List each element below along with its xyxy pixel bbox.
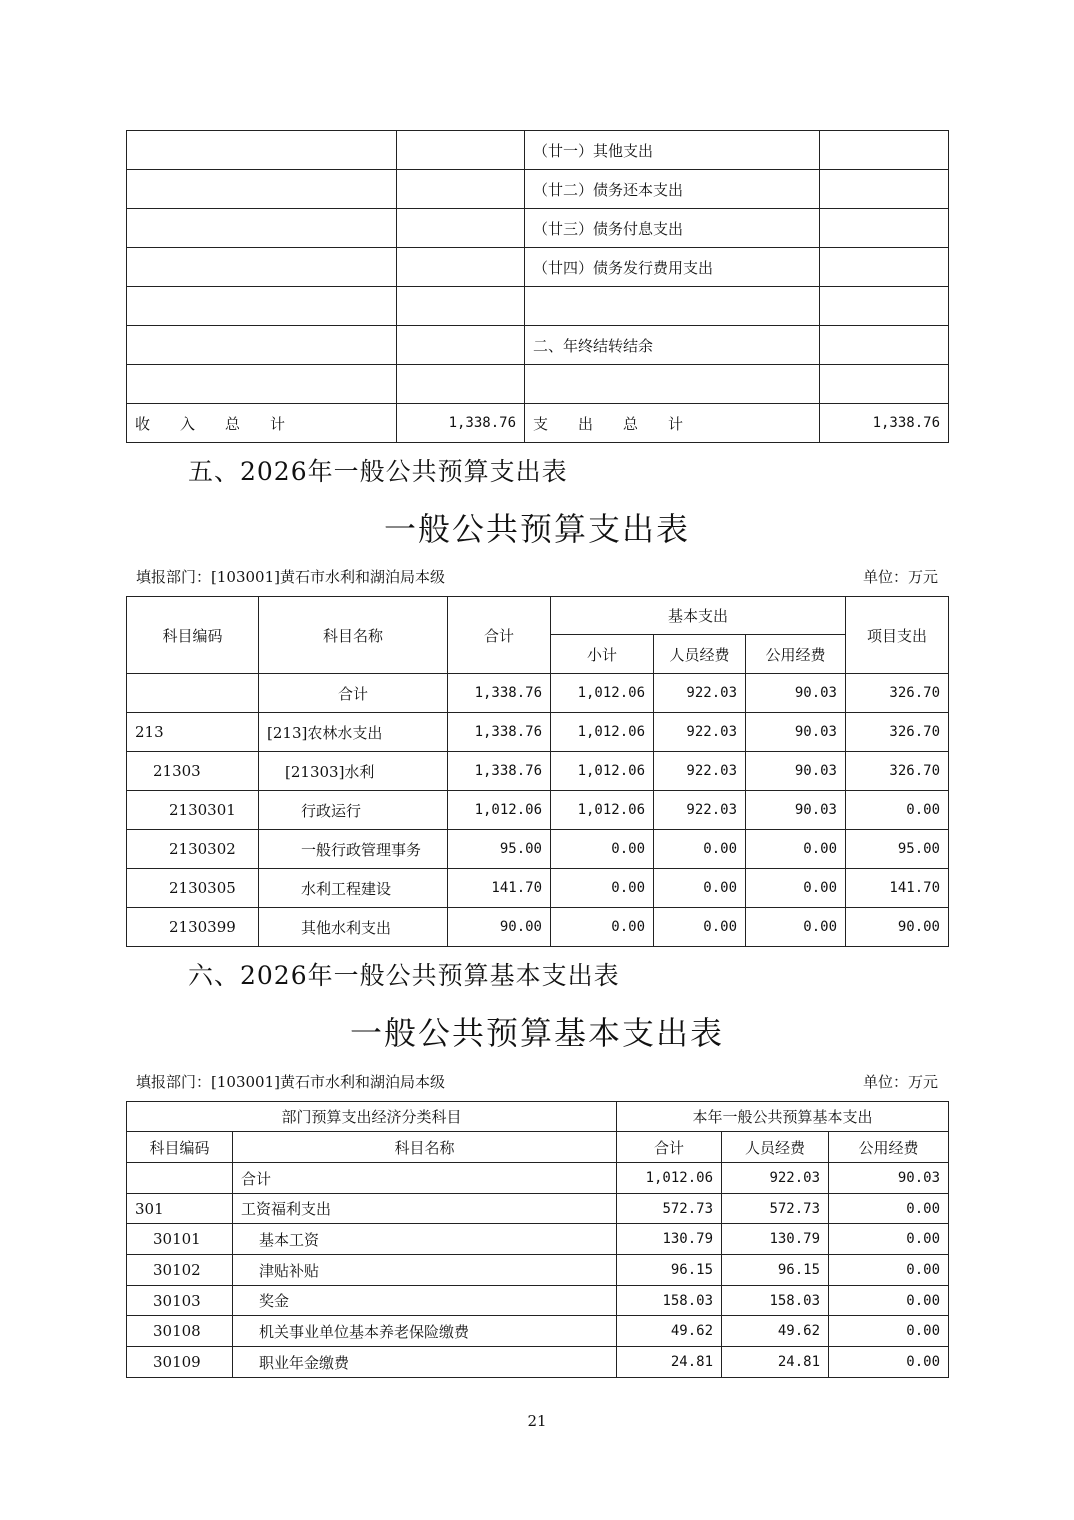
header-personnel: 人员经费 xyxy=(654,635,746,674)
expense-item-cell: （廿三）债务付息支出 xyxy=(525,209,820,248)
income-expense-table-tail xyxy=(126,130,949,443)
personnel-cell: 572.73 xyxy=(722,1194,829,1224)
header-code: 科目编码 xyxy=(127,597,259,674)
code-cell: 301 xyxy=(127,1194,233,1224)
header-row xyxy=(127,1132,949,1163)
basic-expenditure-table xyxy=(126,1101,949,1378)
total-row xyxy=(127,404,949,443)
total-cell: 130.79 xyxy=(617,1224,722,1255)
subtotal-cell: 1,012.06 xyxy=(551,674,654,713)
income-item-cell xyxy=(127,170,397,209)
table-row xyxy=(127,287,949,326)
section6-heading: 六、2026年一般公共预算基本支出表 xyxy=(188,961,620,990)
expense-value-cell xyxy=(820,209,949,248)
expense-item-cell: 二、年终结转结余 xyxy=(525,326,820,365)
table-row xyxy=(127,791,949,830)
header-group-left: 部门预算支出经济分类科目 xyxy=(127,1102,617,1132)
income-item-cell xyxy=(127,365,397,404)
code-cell xyxy=(127,674,259,713)
table-row xyxy=(127,1194,949,1224)
public-cell: 90.03 xyxy=(829,1163,949,1194)
income-value-cell xyxy=(397,170,525,209)
expense-item-cell xyxy=(525,365,820,404)
header-row xyxy=(127,1102,949,1132)
name-cell: 行政运行 xyxy=(259,791,448,830)
income-total-value: 1,338.76 xyxy=(397,404,525,443)
table-row xyxy=(127,248,949,287)
subtotal-cell: 1,012.06 xyxy=(551,752,654,791)
income-value-cell xyxy=(397,365,525,404)
table-row xyxy=(127,365,949,404)
name-cell: 其他水利支出 xyxy=(259,908,448,947)
header-public: 公用经费 xyxy=(746,635,846,674)
table-row xyxy=(127,908,949,947)
project-cell: 326.70 xyxy=(846,674,949,713)
expense-total-label: 支 出 总 计 xyxy=(525,404,820,443)
table-row xyxy=(127,752,949,791)
name-cell: 机关事业单位基本养老保险缴费 xyxy=(233,1316,617,1347)
personnel-cell: 922.03 xyxy=(722,1163,829,1194)
income-item-cell xyxy=(127,209,397,248)
table-row xyxy=(127,170,949,209)
total-cell: 158.03 xyxy=(617,1286,722,1316)
expense-item-cell: （廿四）债务发行费用支出 xyxy=(525,248,820,287)
table-row xyxy=(127,1347,949,1378)
public-cell: 0.00 xyxy=(829,1194,949,1224)
project-cell: 0.00 xyxy=(846,791,949,830)
total-cell: 90.00 xyxy=(448,908,551,947)
section5-dept: 填报部门：[103001]黄石市水利和湖泊局本级 xyxy=(136,568,445,586)
income-value-cell xyxy=(397,209,525,248)
public-cell: 0.00 xyxy=(829,1255,949,1286)
expense-value-cell xyxy=(820,248,949,287)
income-value-cell xyxy=(397,131,525,170)
table-row xyxy=(127,869,949,908)
project-cell: 326.70 xyxy=(846,713,949,752)
header-group-right: 本年一般公共预算基本支出 xyxy=(617,1102,949,1132)
table-row xyxy=(127,1286,949,1316)
total-cell: 1,012.06 xyxy=(448,791,551,830)
personnel-cell: 0.00 xyxy=(654,908,746,947)
income-value-cell xyxy=(397,287,525,326)
header-project: 项目支出 xyxy=(846,597,949,674)
expense-item-cell: （廿二）债务还本支出 xyxy=(525,170,820,209)
code-cell: 213 xyxy=(127,713,259,752)
code-cell: 2130302 xyxy=(127,830,259,869)
personnel-cell: 130.79 xyxy=(722,1224,829,1255)
code-cell xyxy=(127,1163,233,1194)
code-cell: 21303 xyxy=(127,752,259,791)
public-cell: 90.03 xyxy=(746,791,846,830)
table-row xyxy=(127,674,949,713)
personnel-cell: 922.03 xyxy=(654,674,746,713)
personnel-cell: 0.00 xyxy=(654,830,746,869)
name-cell: 合计 xyxy=(259,674,448,713)
public-cell: 0.00 xyxy=(746,908,846,947)
table-row xyxy=(127,713,949,752)
total-cell: 96.15 xyxy=(617,1255,722,1286)
total-cell: 141.70 xyxy=(448,869,551,908)
header-basic: 基本支出 xyxy=(551,597,846,635)
table-row xyxy=(127,1224,949,1255)
public-cell: 0.00 xyxy=(829,1286,949,1316)
code-cell: 30101 xyxy=(127,1224,233,1255)
name-cell: [21303]水利 xyxy=(259,752,448,791)
header-row xyxy=(127,597,949,635)
name-cell: 职业年金缴费 xyxy=(233,1347,617,1378)
code-cell: 30102 xyxy=(127,1255,233,1286)
section6-title: 一般公共预算基本支出表 xyxy=(349,1014,724,1052)
personnel-cell: 96.15 xyxy=(722,1255,829,1286)
header-subtotal: 小计 xyxy=(551,635,654,674)
section5-unit: 单位：万元 xyxy=(862,568,938,586)
income-total-label: 收 入 总 计 xyxy=(127,404,397,443)
public-cell: 90.03 xyxy=(746,752,846,791)
code-cell: 2130301 xyxy=(127,791,259,830)
code-cell: 30109 xyxy=(127,1347,233,1378)
table-row xyxy=(127,326,949,365)
public-cell: 90.03 xyxy=(746,674,846,713)
subtotal-cell: 1,012.06 xyxy=(551,713,654,752)
total-cell: 1,338.76 xyxy=(448,713,551,752)
public-cell: 0.00 xyxy=(829,1347,949,1378)
name-cell: [213]农林水支出 xyxy=(259,713,448,752)
subtotal-cell: 0.00 xyxy=(551,908,654,947)
expense-value-cell xyxy=(820,131,949,170)
personnel-cell: 24.81 xyxy=(722,1347,829,1378)
table-row xyxy=(127,1316,949,1347)
expense-total-value: 1,338.76 xyxy=(820,404,949,443)
income-item-cell xyxy=(127,287,397,326)
total-cell: 1,012.06 xyxy=(617,1163,722,1194)
income-item-cell xyxy=(127,248,397,287)
code-cell: 2130305 xyxy=(127,869,259,908)
header-total: 合计 xyxy=(617,1132,722,1163)
header-public: 公用经费 xyxy=(829,1132,949,1163)
subtotal-cell: 0.00 xyxy=(551,830,654,869)
public-cell: 0.00 xyxy=(746,869,846,908)
section6-unit: 单位：万元 xyxy=(862,1073,938,1091)
code-cell: 30103 xyxy=(127,1286,233,1316)
public-cell: 0.00 xyxy=(829,1224,949,1255)
income-value-cell xyxy=(397,248,525,287)
personnel-cell: 49.62 xyxy=(722,1316,829,1347)
expense-item-cell xyxy=(525,287,820,326)
code-cell: 2130399 xyxy=(127,908,259,947)
personnel-cell: 0.00 xyxy=(654,869,746,908)
subtotal-cell: 1,012.06 xyxy=(551,791,654,830)
expense-item-cell: （廿一）其他支出 xyxy=(525,131,820,170)
total-cell: 572.73 xyxy=(617,1194,722,1224)
expenditure-table xyxy=(126,596,949,947)
code-cell: 30108 xyxy=(127,1316,233,1347)
name-cell: 水利工程建设 xyxy=(259,869,448,908)
income-item-cell xyxy=(127,326,397,365)
personnel-cell: 158.03 xyxy=(722,1286,829,1316)
table-row xyxy=(127,830,949,869)
total-cell: 95.00 xyxy=(448,830,551,869)
project-cell: 90.00 xyxy=(846,908,949,947)
subtotal-cell: 0.00 xyxy=(551,869,654,908)
personnel-cell: 922.03 xyxy=(654,752,746,791)
name-cell: 津贴补贴 xyxy=(233,1255,617,1286)
page-number: 21 xyxy=(527,1412,547,1430)
total-cell: 1,338.76 xyxy=(448,752,551,791)
section6-dept: 填报部门：[103001]黄石市水利和湖泊局本级 xyxy=(136,1073,445,1091)
total-cell: 49.62 xyxy=(617,1316,722,1347)
personnel-cell: 922.03 xyxy=(654,791,746,830)
total-cell: 24.81 xyxy=(617,1347,722,1378)
expense-value-cell xyxy=(820,365,949,404)
project-cell: 326.70 xyxy=(846,752,949,791)
name-cell: 合计 xyxy=(233,1163,617,1194)
income-value-cell xyxy=(397,326,525,365)
project-cell: 95.00 xyxy=(846,830,949,869)
expense-value-cell xyxy=(820,287,949,326)
total-cell: 1,338.76 xyxy=(448,674,551,713)
header-code: 科目编码 xyxy=(127,1132,233,1163)
header-total: 合计 xyxy=(448,597,551,674)
expense-value-cell xyxy=(820,326,949,365)
income-item-cell xyxy=(127,131,397,170)
project-cell: 141.70 xyxy=(846,869,949,908)
name-cell: 工资福利支出 xyxy=(233,1194,617,1224)
public-cell: 0.00 xyxy=(746,830,846,869)
personnel-cell: 922.03 xyxy=(654,713,746,752)
section5-heading: 五、2026年一般公共预算支出表 xyxy=(188,457,568,486)
table-row xyxy=(127,1255,949,1286)
table-row xyxy=(127,1163,949,1194)
header-personnel: 人员经费 xyxy=(722,1132,829,1163)
name-cell: 一般行政管理事务 xyxy=(259,830,448,869)
public-cell: 90.03 xyxy=(746,713,846,752)
expense-value-cell xyxy=(820,170,949,209)
table-row xyxy=(127,209,949,248)
name-cell: 基本工资 xyxy=(233,1224,617,1255)
header-name: 科目名称 xyxy=(233,1132,617,1163)
name-cell: 奖金 xyxy=(233,1286,617,1316)
section5-title: 一般公共预算支出表 xyxy=(383,510,690,548)
table-row xyxy=(127,131,949,170)
header-name: 科目名称 xyxy=(259,597,448,674)
public-cell: 0.00 xyxy=(829,1316,949,1347)
